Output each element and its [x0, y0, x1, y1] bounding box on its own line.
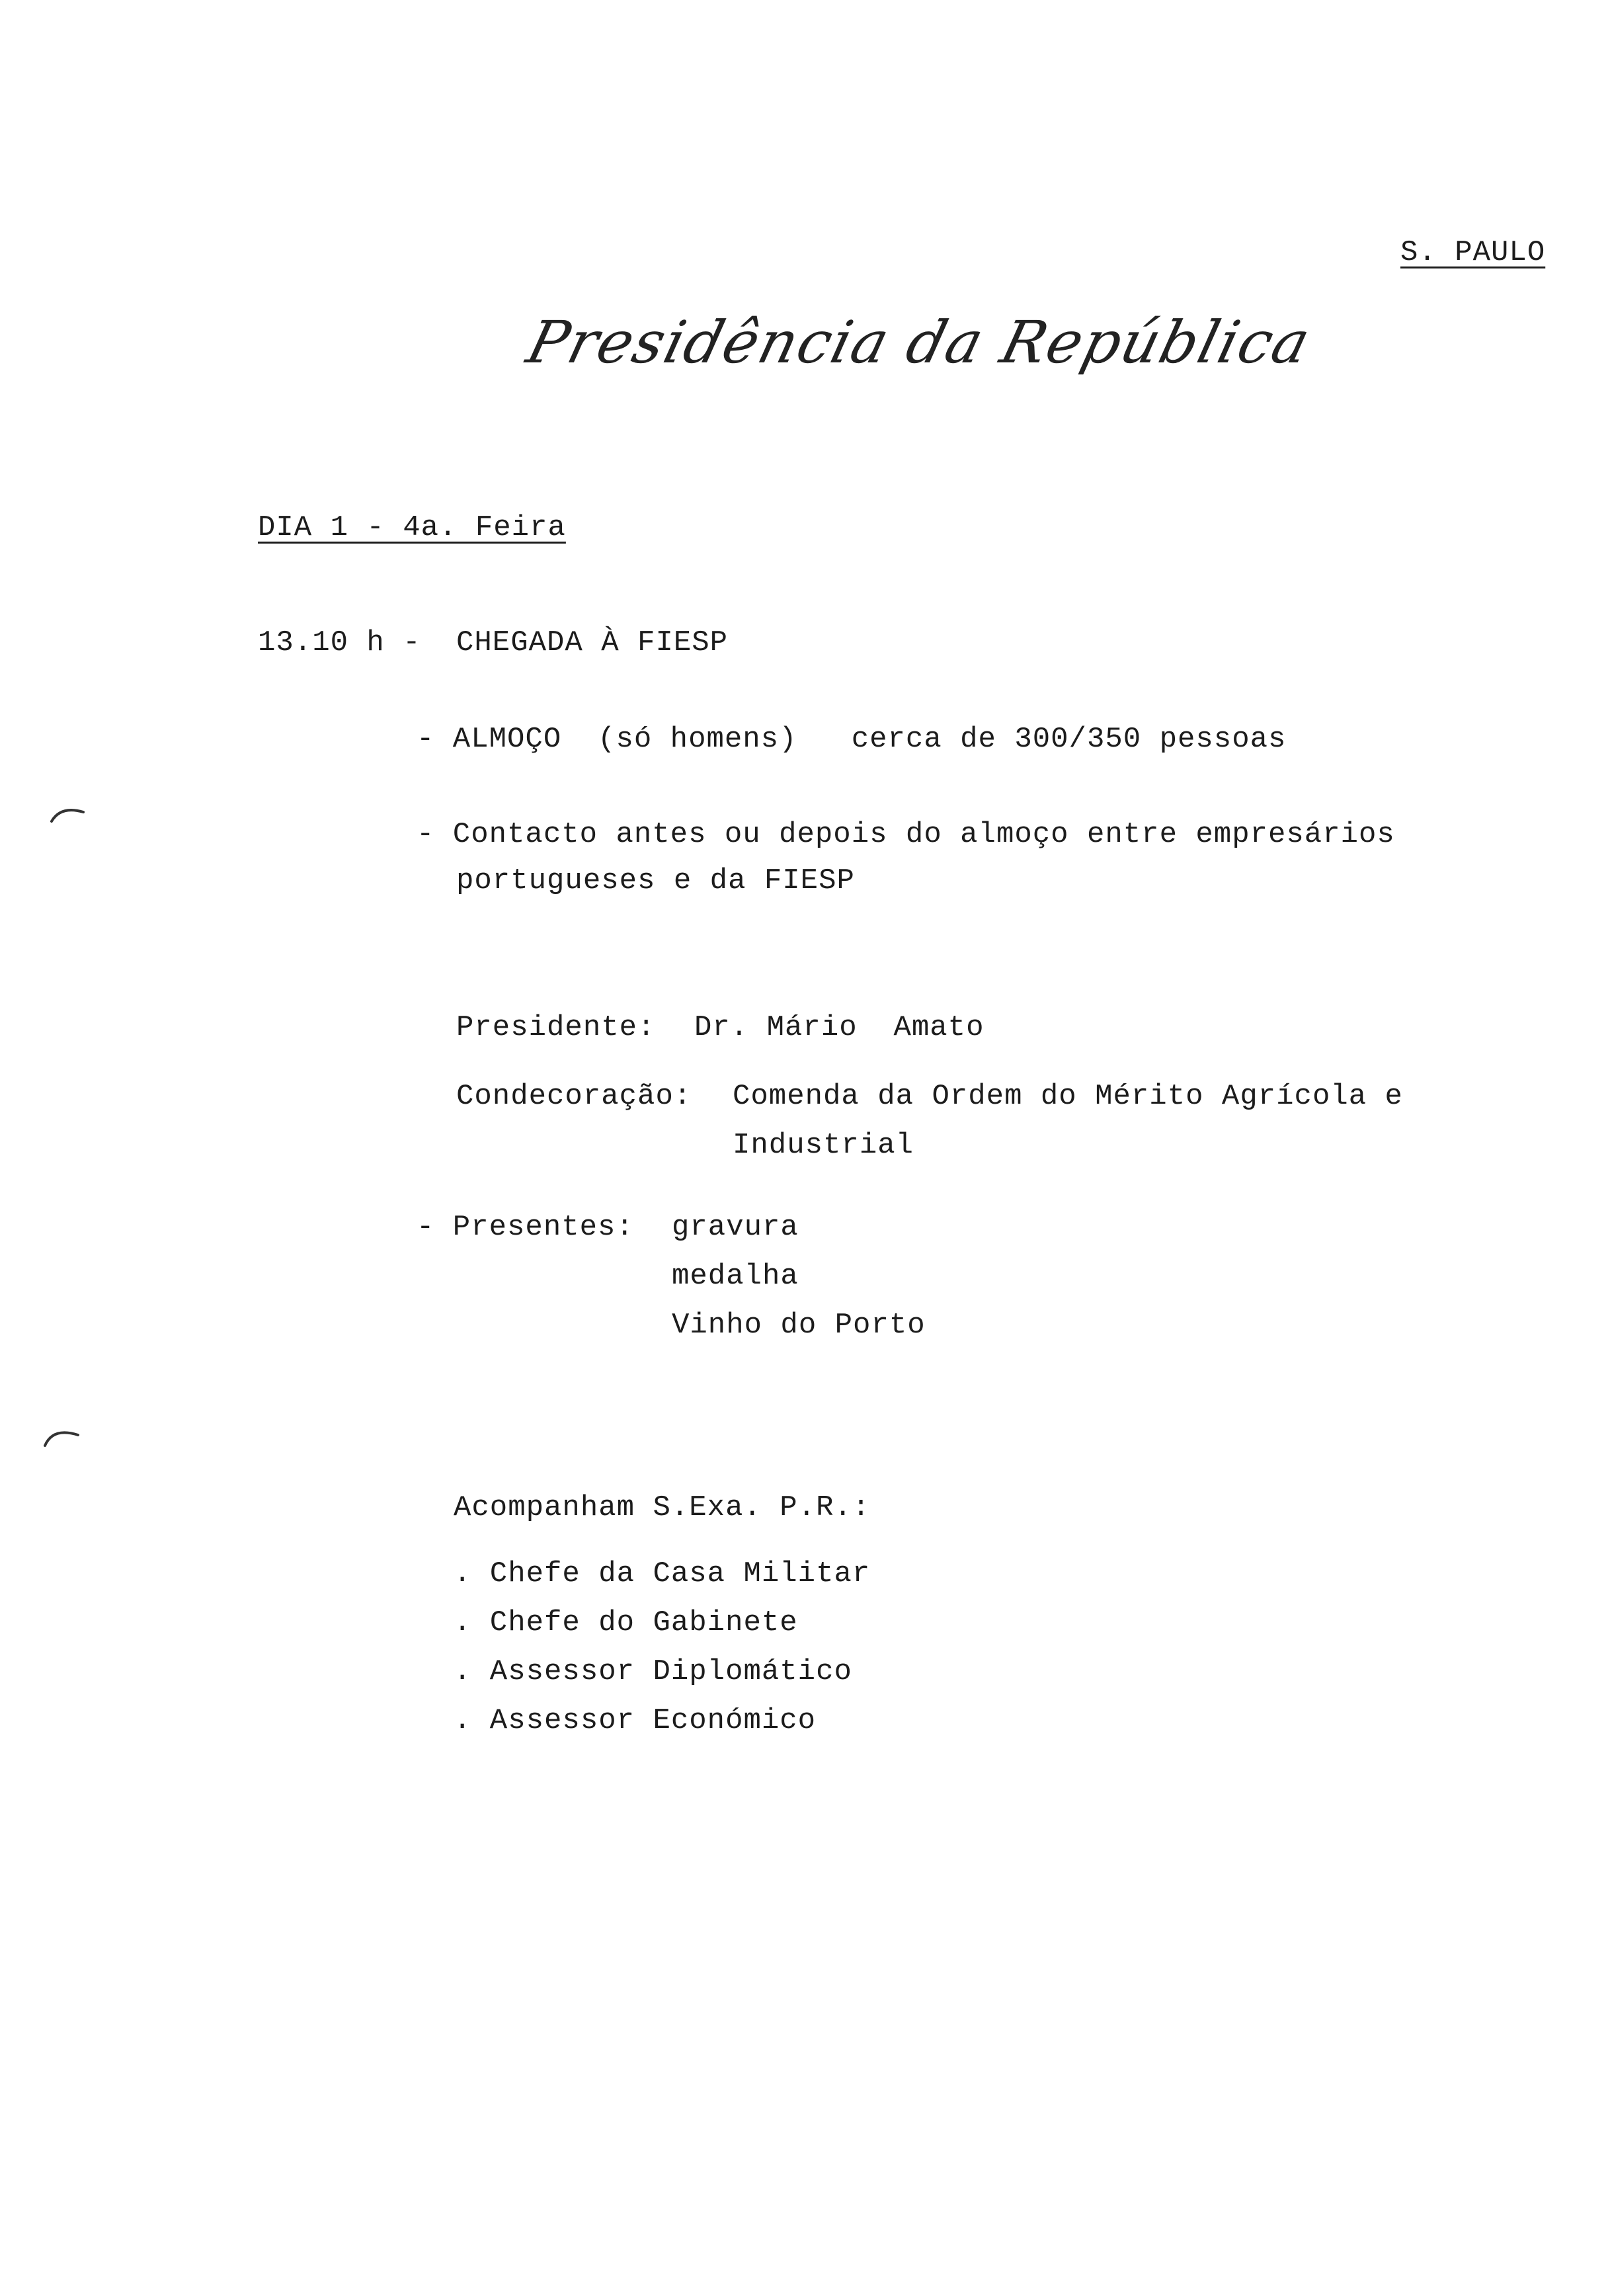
entourage-item: . Chefe do Gabinete [454, 1606, 798, 1639]
decoration-label: Condecoração: [456, 1080, 692, 1113]
gift-item: medalha [672, 1260, 799, 1293]
punch-hole-mark [41, 1423, 81, 1450]
decoration-line-1: Comenda da Ordem do Mérito Agrícola e [733, 1080, 1403, 1113]
entourage-item: . Assessor Económico [454, 1704, 817, 1737]
lunch-item: - ALMOÇO (só homens) cerca de 300/350 pessoas [417, 723, 1287, 756]
contact-line-2: portugueses e da FIESP [456, 864, 855, 897]
decoration-line-2: Industrial [733, 1129, 914, 1162]
gift-item: Vinho do Porto [672, 1309, 926, 1342]
entourage-heading: Acompanham S.Exa. P.R.: [454, 1491, 871, 1524]
entourage-item: . Assessor Diplomático [454, 1655, 852, 1688]
letterhead: Presidência da República [520, 308, 1318, 376]
location-header: S. PAULO [1400, 236, 1546, 269]
contact-line-1: - Contacto antes ou depois do almoço entre empresários [417, 818, 1395, 851]
day-title: DIA 1 - 4a. Feira [258, 511, 566, 544]
president-name: Dr. Mário Amato [694, 1011, 985, 1044]
gift-item: gravura [672, 1211, 799, 1244]
arrival-event: CHEGADA À FIESP [456, 626, 729, 659]
punch-hole-mark [48, 801, 87, 828]
entourage-item: . Chefe da Casa Militar [454, 1557, 871, 1590]
president-label: Presidente: [456, 1011, 656, 1044]
gifts-label: - Presentes: [417, 1211, 634, 1244]
arrival-time: 13.10 h - [258, 626, 421, 659]
